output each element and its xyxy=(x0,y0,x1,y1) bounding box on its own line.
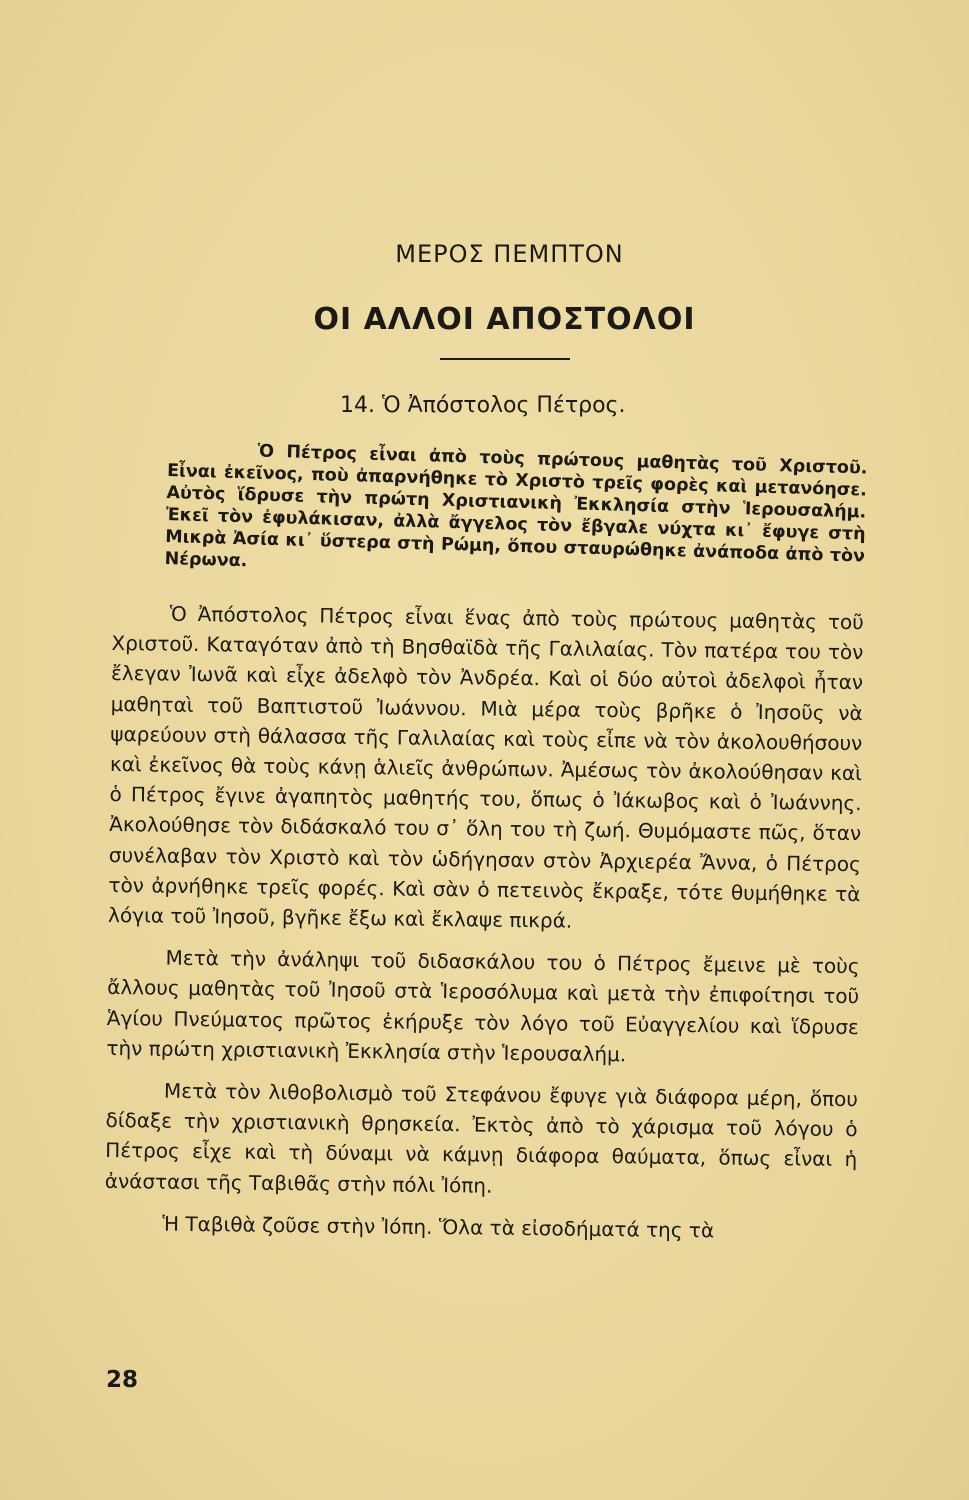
main-title: ΟΙ ΑΛΛΟΙ ΑΠΟΣΤΟΛΟΙ xyxy=(313,302,696,337)
page-number: 28 xyxy=(106,1367,139,1393)
summary-text: Ὁ Πέτρος εἶναι ἀπὸ τοὺς πρώτους μαθητὰς τοῦ Χριστοῦ. Εἶναι ἐκεῖνος, ποὺ ἀπαρνήθηκε τὸ Χριστὸ τρεῖς φορὲς καὶ μετανόησε. Αὐτὸς ἵδρυσε τὴν πρώτη Χριστιανικὴ Ἐκκλησία στὴν Ἱερουσαλήμ. Ἐκεῖ τὸν ἐφυλάκισαν, ἀλλὰ ἄγγελος τὸν ἔβγαλε νύχτα κι᾽ ἔφυγε στὴ Μικρὰ Ἀσία κι᾽ ὕστερα στὴ Ρώμη, ὅπου σταυρώθηκε ἀνάποδα ἀπὸ τὸν Νέρωνα. xyxy=(164,441,868,572)
chapter-summary xyxy=(164,438,867,589)
paragraph-3: Μετὰ τὸν λιθοβολισμὸ τοῦ Στεφάνου ἔφυγε γιὰ διάφορα μέρη, ὅπου δίδαξε τὴν χριστιανικὴ θρησκεία. Ἐκτὸς ἀπὸ τὸ χάρισμα τοῦ λόγου ὁ Πέτρος εἶχε καὶ τὴ δύναμι νὰ κάμνῃ διάφορα θαύματα, ὅπως εἶναι ἡ ἀνάστασι τῆς Ταβιθᾶς στὴν πόλι Ἰόπη. xyxy=(104,1078,859,1198)
paragraph-2: Μετὰ τὴν ἀνάληψι τοῦ διδασκάλου του ὁ Πέτρος ἔμεινε μὲ τοὺς ἄλλους μαθητὰς τοῦ Ἰησοῦ στὰ Ἱεροσόλυμα καὶ μετὰ τὴν ἐπιφοίτησι τοῦ Ἁγίου Πνεύματος πρῶτος ἐκήρυξε τὸν λόγο τοῦ Εὐαγγελίου καὶ ἵδρυσε τὴν πρώτη χριστιανικὴ Ἐκκλησία στὴν Ἱερουσαλήμ. xyxy=(106,945,860,1067)
part-title: ΜΕΡΟΣ ΠΕΜΠΤΟΝ xyxy=(395,240,624,268)
chapter-heading: 14. Ὁ Ἀπόστολος Πέτρος. xyxy=(340,393,626,418)
title-divider xyxy=(440,358,570,360)
paragraph-4: Ἡ Ταβιθὰ ζοῦσε στὴν Ἰόπη. Ὅλα τὰ εἰσοδήματά της τὰ xyxy=(162,1211,715,1243)
paragraph-1: Ὁ Ἀπόστολος Πέτρος εἶναι ἕνας ἀπὸ τοὺς πρώτους μαθητὰς τοῦ Χριστοῦ. Καταγόταν ἀπὸ τὴ Βησθαϊδὰ τῆς Γαλιλαίας. Τὸν πατέρα του τὸν ἔλεγαν Ἰωνᾶ καὶ εἶχε ἀδελφὸ τὸν Ἀνδρέα. Καὶ οἱ δύο αὐτοὶ ἀδελφοὶ ἦταν μαθηταὶ τοῦ Βαπτιστοῦ Ἰωάννου. Μιὰ μέρα τοὺς βρῆκε ὁ Ἰησοῦς νὰ ψαρεύουν στὴ θάλασσα τῆς Γαλιλαίας καὶ τοὺς εἶπε νὰ τὸν ἀκολουθήσουν καὶ ἐκεῖνος θὰ τοὺς κάνῃ ἁλιεῖς ἀνθρώπων. Ἀμέσως τὸν ἀκολούθησαν καὶ ὁ Πέτρος ἔγινε ἀγαπητὸς μαθητής του, ὅπως ὁ Ἰάκωβος καὶ ὁ Ἰωάννης. Ἀκολούθησε τὸν διδάσκαλό του σ᾽ ὅλη του τὴ ζωή. Θυμόμαστε πῶς, ὅταν συνέλαβαν τὸν Χριστὸ καὶ τὸν ὡδήγησαν στὸν Ἀρχιερέα Ἄννα, ὁ Πέτρος τὸν ἀρνήθηκε τρεῖς φορές. Καὶ σὰν ὁ πετεινὸς ἔκραξε, τότε θυμήθηκε τὰ λόγια τοῦ Ἰησοῦ, βγῆκε ἔξω καὶ ἔκλαψε πικρά. xyxy=(107,601,864,933)
body-text xyxy=(104,598,864,1259)
